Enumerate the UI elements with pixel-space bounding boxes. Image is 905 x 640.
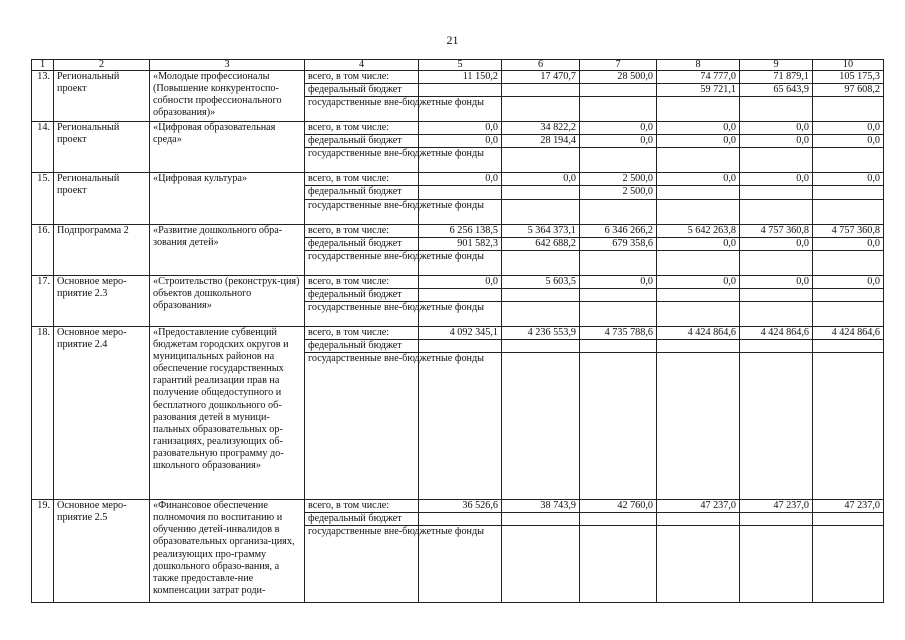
amount-cell bbox=[657, 513, 740, 526]
item-type: Подпрограмма 2 bbox=[54, 224, 150, 275]
item-name: «Развитие дошкольного обра-зования детей» bbox=[150, 224, 305, 275]
amount-cell bbox=[813, 250, 884, 275]
amount-cell: 4 092 345,1 bbox=[419, 326, 502, 339]
amount-cell bbox=[657, 340, 740, 353]
column-number: 9 bbox=[740, 60, 813, 71]
table-row bbox=[32, 500, 884, 513]
amount-cell bbox=[502, 353, 580, 500]
row-number: 14. bbox=[32, 122, 54, 173]
budget-table bbox=[31, 59, 884, 603]
amount-cell: 42 760,0 bbox=[580, 500, 657, 513]
funding-source: государственные вне-бюджетные фонды bbox=[305, 301, 419, 326]
amount-cell: 0,0 bbox=[740, 275, 813, 288]
amount-cell bbox=[502, 186, 580, 199]
amount-cell bbox=[657, 97, 740, 122]
row-number: 17. bbox=[32, 275, 54, 326]
item-name: «Финансовое обеспечение полномочия по воспитанию и обучению детей-инвалидов в образовательных организа-циях, реализующих про-грамму дошкольного образо-вания, а также предоставле-ние компенсации затрат роди- bbox=[150, 500, 305, 603]
column-number: 4 bbox=[305, 60, 419, 71]
funding-source: федеральный бюджет bbox=[305, 288, 419, 301]
amount-cell: 0,0 bbox=[419, 275, 502, 288]
row-number: 16. bbox=[32, 224, 54, 275]
page-number: 21 bbox=[446, 33, 459, 47]
amount-cell bbox=[813, 301, 884, 326]
amount-cell: 4 424 864,6 bbox=[813, 326, 884, 339]
item-type: Региональный проект bbox=[54, 173, 150, 224]
row-number: 13. bbox=[32, 71, 54, 122]
amount-cell bbox=[740, 340, 813, 353]
amount-cell: 4 424 864,6 bbox=[657, 326, 740, 339]
amount-cell: 5 603,5 bbox=[502, 275, 580, 288]
amount-cell: 2 500,0 bbox=[580, 173, 657, 186]
column-number: 2 bbox=[54, 60, 150, 71]
amount-cell: 0,0 bbox=[419, 135, 502, 148]
amount-cell: 5 364 373,1 bbox=[502, 224, 580, 237]
column-number: 1 bbox=[32, 60, 54, 71]
amount-cell: 0,0 bbox=[813, 173, 884, 186]
table-row bbox=[32, 326, 884, 339]
item-name: «Молодые профессионалы (Повышение конкурентоспо-собности профессионального образования)» bbox=[150, 71, 305, 122]
amount-cell: 6 256 138,5 bbox=[419, 224, 502, 237]
amount-cell: 0,0 bbox=[502, 173, 580, 186]
amount-cell: 11 150,2 bbox=[419, 71, 502, 84]
column-number: 5 bbox=[419, 60, 502, 71]
row-number: 15. bbox=[32, 173, 54, 224]
amount-cell bbox=[502, 97, 580, 122]
funding-source: федеральный бюджет bbox=[305, 186, 419, 199]
amount-cell bbox=[740, 199, 813, 224]
amount-cell bbox=[419, 526, 502, 603]
funding-source: государственные вне-бюджетные фонды bbox=[305, 199, 419, 224]
amount-cell bbox=[580, 199, 657, 224]
amount-cell: 28 194,4 bbox=[502, 135, 580, 148]
amount-cell bbox=[740, 526, 813, 603]
amount-cell bbox=[502, 84, 580, 97]
table-row bbox=[32, 71, 884, 84]
amount-cell bbox=[580, 97, 657, 122]
amount-cell: 0,0 bbox=[657, 237, 740, 250]
amount-cell: 5 642 263,8 bbox=[657, 224, 740, 237]
item-type: Региональный проект bbox=[54, 122, 150, 173]
amount-cell bbox=[502, 148, 580, 173]
amount-cell bbox=[502, 526, 580, 603]
amount-cell: 0,0 bbox=[657, 122, 740, 135]
amount-cell: 4 424 864,6 bbox=[740, 326, 813, 339]
amount-cell bbox=[657, 250, 740, 275]
amount-cell: 74 777,0 bbox=[657, 71, 740, 84]
funding-source: государственные вне-бюджетные фонды bbox=[305, 148, 419, 173]
funding-source: всего, в том числе: bbox=[305, 275, 419, 288]
row-number: 19. bbox=[32, 500, 54, 603]
amount-cell bbox=[813, 97, 884, 122]
amount-cell: 0,0 bbox=[580, 135, 657, 148]
amount-cell: 0,0 bbox=[657, 135, 740, 148]
amount-cell: 0,0 bbox=[813, 275, 884, 288]
amount-cell bbox=[502, 288, 580, 301]
amount-cell bbox=[580, 513, 657, 526]
item-type: Региональный проект bbox=[54, 71, 150, 122]
amount-cell bbox=[740, 353, 813, 500]
amount-cell bbox=[580, 250, 657, 275]
funding-source: государственные вне-бюджетные фонды bbox=[305, 353, 419, 500]
amount-cell: 34 822,2 bbox=[502, 122, 580, 135]
amount-cell: 4 236 553,9 bbox=[502, 326, 580, 339]
amount-cell bbox=[657, 301, 740, 326]
amount-cell bbox=[740, 97, 813, 122]
funding-source: федеральный бюджет bbox=[305, 340, 419, 353]
amount-cell: 38 743,9 bbox=[502, 500, 580, 513]
amount-cell bbox=[580, 288, 657, 301]
amount-cell: 0,0 bbox=[813, 237, 884, 250]
funding-source: всего, в том числе: bbox=[305, 224, 419, 237]
column-number: 6 bbox=[502, 60, 580, 71]
column-number: 7 bbox=[580, 60, 657, 71]
amount-cell: 65 643,9 bbox=[740, 84, 813, 97]
funding-source: всего, в том числе: bbox=[305, 71, 419, 84]
amount-cell bbox=[502, 301, 580, 326]
amount-cell bbox=[740, 250, 813, 275]
funding-source: федеральный бюджет bbox=[305, 135, 419, 148]
amount-cell bbox=[740, 186, 813, 199]
funding-source: государственные вне-бюджетные фонды bbox=[305, 250, 419, 275]
amount-cell bbox=[419, 513, 502, 526]
item-type: Основное меро-приятие 2.3 bbox=[54, 275, 150, 326]
amount-cell: 0,0 bbox=[419, 122, 502, 135]
item-type: Основное меро-приятие 2.5 bbox=[54, 500, 150, 603]
amount-cell bbox=[502, 513, 580, 526]
amount-cell: 4 735 788,6 bbox=[580, 326, 657, 339]
table-row bbox=[32, 173, 884, 186]
amount-cell bbox=[419, 84, 502, 97]
amount-cell bbox=[813, 340, 884, 353]
amount-cell bbox=[657, 353, 740, 500]
item-name: «Строительство (реконструк-ция) объектов дошкольного образования» bbox=[150, 275, 305, 326]
amount-cell: 17 470,7 bbox=[502, 71, 580, 84]
amount-cell bbox=[419, 186, 502, 199]
amount-cell: 0,0 bbox=[740, 237, 813, 250]
amount-cell bbox=[657, 199, 740, 224]
amount-cell bbox=[740, 148, 813, 173]
amount-cell bbox=[657, 288, 740, 301]
amount-cell: 0,0 bbox=[657, 173, 740, 186]
amount-cell: 0,0 bbox=[419, 173, 502, 186]
amount-cell bbox=[580, 353, 657, 500]
funding-source: федеральный бюджет bbox=[305, 237, 419, 250]
amount-cell bbox=[419, 353, 502, 500]
amount-cell bbox=[813, 353, 884, 500]
item-name: «Цифровая образовательная среда» bbox=[150, 122, 305, 173]
amount-cell: 71 879,1 bbox=[740, 71, 813, 84]
column-number: 8 bbox=[657, 60, 740, 71]
amount-cell bbox=[813, 288, 884, 301]
item-name: «Цифровая культура» bbox=[150, 173, 305, 224]
funding-source: всего, в том числе: bbox=[305, 326, 419, 339]
table-row bbox=[32, 224, 884, 237]
funding-source: всего, в том числе: bbox=[305, 500, 419, 513]
amount-cell: 47 237,0 bbox=[657, 500, 740, 513]
amount-cell bbox=[657, 526, 740, 603]
amount-cell bbox=[813, 148, 884, 173]
amount-cell bbox=[813, 513, 884, 526]
table-row bbox=[32, 122, 884, 135]
amount-cell bbox=[657, 186, 740, 199]
table-row bbox=[32, 275, 884, 288]
amount-cell bbox=[580, 526, 657, 603]
item-name: «Предоставление субвенций бюджетам городских округов и муниципальных районов на обеспечение государственных гарантий реализации прав на получение общедоступного и бесплатного дошкольного об-разования детей в муници-пальных образовательных ор-ганизациях, реализующих об-разовательную программу до-школьного образования» bbox=[150, 326, 305, 499]
amount-cell: 0,0 bbox=[813, 122, 884, 135]
amount-cell: 6 346 266,2 bbox=[580, 224, 657, 237]
amount-cell bbox=[813, 199, 884, 224]
amount-cell: 28 500,0 bbox=[580, 71, 657, 84]
funding-source: государственные вне-бюджетные фонды bbox=[305, 97, 419, 122]
amount-cell: 0,0 bbox=[580, 122, 657, 135]
amount-cell bbox=[740, 288, 813, 301]
column-number-row bbox=[32, 60, 884, 71]
amount-cell bbox=[502, 340, 580, 353]
amount-cell: 642 688,2 bbox=[502, 237, 580, 250]
amount-cell bbox=[580, 148, 657, 173]
column-number: 10 bbox=[813, 60, 884, 71]
row-number: 18. bbox=[32, 326, 54, 499]
amount-cell bbox=[580, 340, 657, 353]
amount-cell bbox=[813, 186, 884, 199]
amount-cell bbox=[740, 301, 813, 326]
amount-cell: 901 582,3 bbox=[419, 237, 502, 250]
amount-cell: 679 358,6 bbox=[580, 237, 657, 250]
amount-cell bbox=[580, 301, 657, 326]
funding-source: федеральный бюджет bbox=[305, 84, 419, 97]
column-number: 3 bbox=[150, 60, 305, 71]
funding-source: всего, в том числе: bbox=[305, 122, 419, 135]
amount-cell: 0,0 bbox=[740, 135, 813, 148]
amount-cell bbox=[502, 250, 580, 275]
amount-cell bbox=[419, 288, 502, 301]
amount-cell bbox=[813, 526, 884, 603]
funding-source: государственные вне-бюджетные фонды bbox=[305, 526, 419, 603]
amount-cell bbox=[740, 513, 813, 526]
amount-cell: 59 721,1 bbox=[657, 84, 740, 97]
amount-cell: 47 237,0 bbox=[740, 500, 813, 513]
amount-cell: 0,0 bbox=[740, 122, 813, 135]
amount-cell: 36 526,6 bbox=[419, 500, 502, 513]
amount-cell: 97 608,2 bbox=[813, 84, 884, 97]
amount-cell: 0,0 bbox=[657, 275, 740, 288]
amount-cell bbox=[580, 84, 657, 97]
amount-cell: 0,0 bbox=[813, 135, 884, 148]
amount-cell: 4 757 360,8 bbox=[813, 224, 884, 237]
amount-cell bbox=[419, 340, 502, 353]
funding-source: всего, в том числе: bbox=[305, 173, 419, 186]
amount-cell: 4 757 360,8 bbox=[740, 224, 813, 237]
amount-cell: 2 500,0 bbox=[580, 186, 657, 199]
amount-cell: 47 237,0 bbox=[813, 500, 884, 513]
funding-source: федеральный бюджет bbox=[305, 513, 419, 526]
item-type: Основное меро-приятие 2.4 bbox=[54, 326, 150, 499]
amount-cell: 0,0 bbox=[580, 275, 657, 288]
amount-cell bbox=[502, 199, 580, 224]
amount-cell: 0,0 bbox=[740, 173, 813, 186]
amount-cell: 105 175,3 bbox=[813, 71, 884, 84]
amount-cell bbox=[657, 148, 740, 173]
